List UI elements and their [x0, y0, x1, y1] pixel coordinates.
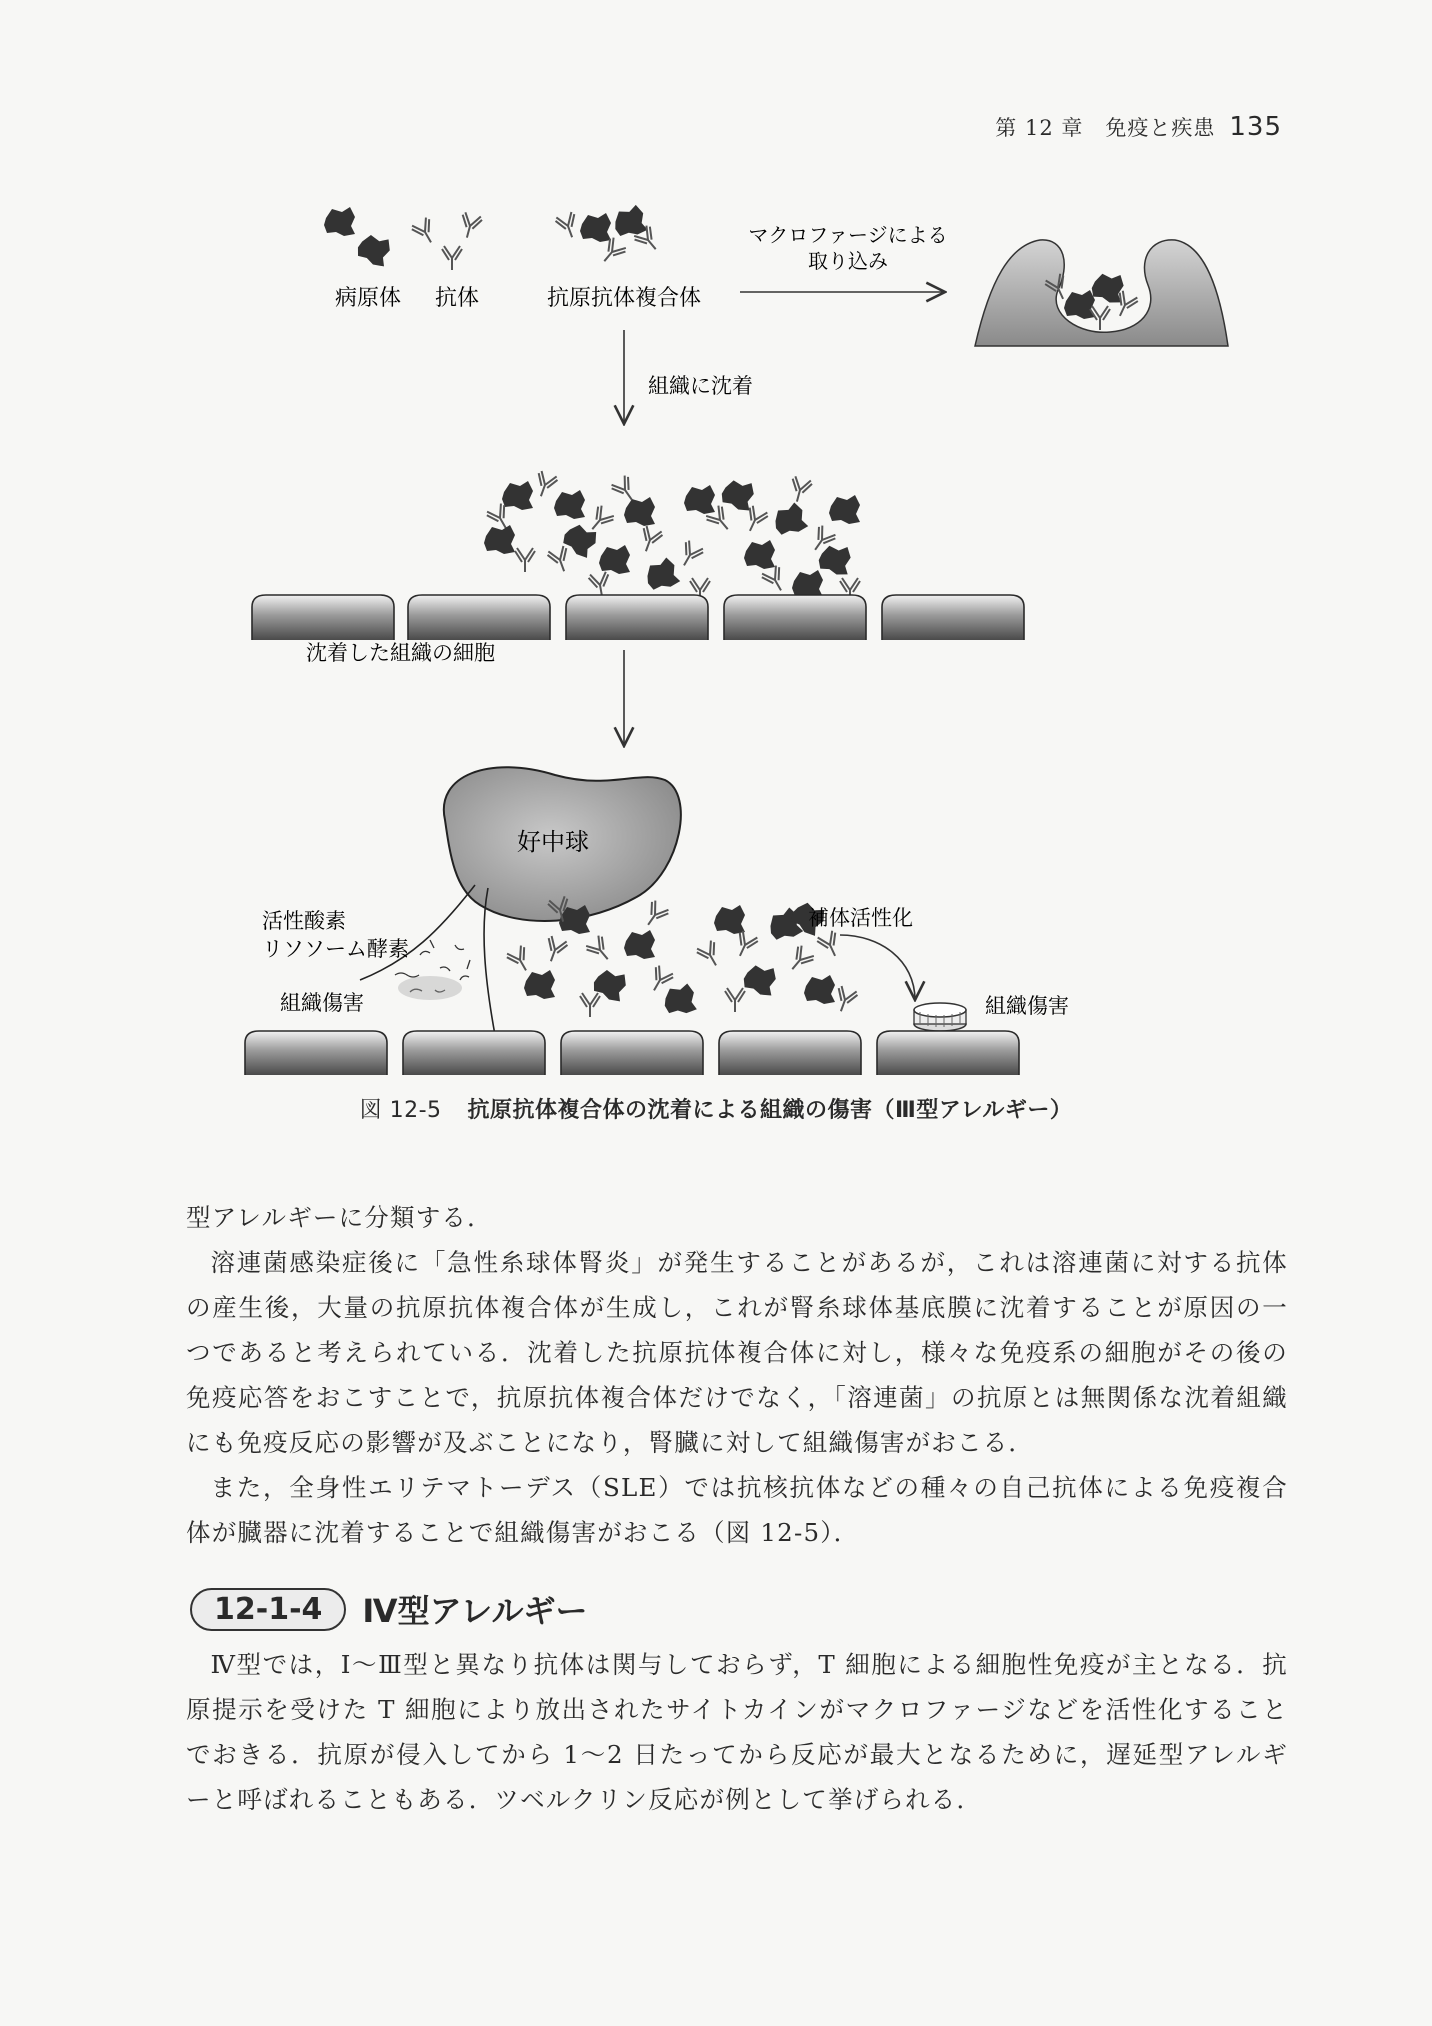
body-text-section-3 — [186, 1195, 1288, 1555]
section-heading — [190, 1585, 587, 1633]
page-number: 135 — [1229, 112, 1282, 142]
label-deposit: 組織に沈着 — [648, 374, 753, 398]
chapter-title: 第 12 章 免疫と疾患 — [995, 116, 1216, 140]
pathogen-icon — [324, 207, 393, 268]
label-antibody: 抗体 — [434, 286, 480, 311]
label-immune-complex: 抗原抗体複合体 — [546, 286, 702, 311]
label-macrophage-2: 取り込み — [808, 249, 888, 273]
label-lysosome: リソソーム酵素 — [262, 937, 409, 961]
label-damage-right: 組織傷害 — [985, 994, 1069, 1018]
section-title: Ⅳ型アレルギー — [362, 1592, 588, 1630]
release-line-left — [360, 885, 475, 980]
caption-text: 抗原抗体複合体の沈着による組織の傷害（Ⅲ型アレルギー） — [467, 1098, 1073, 1123]
label-macrophage-1: マクロファージによる — [748, 223, 948, 247]
figure-caption — [0, 1093, 1432, 1124]
label-damage-left: 組織傷害 — [280, 991, 364, 1015]
tissue-cells-row2 — [245, 1031, 1019, 1075]
paragraph: 溶連菌感染症後に「急性糸球体腎炎」が発生することがあるが，これは溶連菌に対する抗体の産生後，大量の抗原抗体複合体が生成し，これが腎糸球体基底膜に沈着することが原因の一つであると考えられている．沈着した抗原抗体複合体に対し，様々な免疫系の細胞がその後の免疫応答をおこすことで，抗原抗体複合体だけでなく，「溶連菌」の抗原とは無関係な沈着組織にも免疫反応の影響が及ぶことになり，腎臓に対して組織傷害がおこる． — [186, 1248, 1288, 1457]
deposited-complexes — [484, 470, 860, 602]
antibody-icon — [410, 212, 482, 270]
label-complement: 補体活性化 — [808, 906, 913, 930]
body-text-section-4 — [186, 1642, 1288, 1822]
paragraph: また，全身性エリテマトーデス（SLE）では抗核抗体などの種々の自己抗体による免疫複合体が臓器に沈着することで組織傷害がおこる（図 12-5）． — [186, 1473, 1288, 1547]
complement-arrow — [840, 935, 915, 1000]
membrane-attack-complex — [914, 1003, 966, 1031]
immune-complex-icon — [554, 204, 663, 268]
section-number: 12-1-4 — [190, 1588, 346, 1631]
label-neutrophil: 好中球 — [517, 828, 589, 856]
paragraph: 型アレルギーに分類する． — [186, 1203, 493, 1232]
label-ros: 活性酸素 — [262, 909, 346, 933]
paragraph: Ⅳ型では，Ⅰ～Ⅲ型と異なり抗体は関与しておらず，T 細胞による細胞性免疫が主となる．抗原提示を受けた T 細胞により放出されたサイトカインがマクロファージなどを活性化することでおきる．抗原が侵入してから 1～2 日たってから反応が最大となるために，遅延型アレルギーと呼ばれることもある．ツベルクリン反応が例として挙げられる． — [186, 1650, 1288, 1814]
tissue-cells-row1 — [252, 595, 1024, 640]
caption-number: 図 12-5 — [359, 1098, 442, 1123]
label-pathogen: 病原体 — [334, 286, 402, 311]
label-deposited-cells: 沈着した組織の細胞 — [306, 641, 495, 665]
